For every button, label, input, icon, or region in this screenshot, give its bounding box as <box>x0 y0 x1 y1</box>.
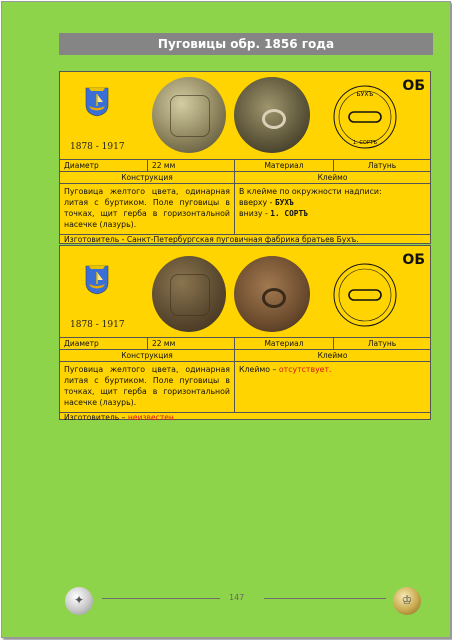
stamp-drawing-top-text: БУХЪ <box>356 91 374 98</box>
section-header-row <box>60 172 430 184</box>
page <box>1 1 451 638</box>
stamp-label: Клеймо – <box>239 365 279 374</box>
stamp-drawing-bottom-text: 1. СОРТЪ <box>352 140 378 146</box>
shield-relief <box>170 95 210 137</box>
years-label: 1878 - 1917 <box>70 142 125 152</box>
stamp-value: отсутствует. <box>278 365 332 374</box>
image-row <box>60 246 430 338</box>
diameter-label: Диаметр <box>60 338 148 349</box>
button-card <box>59 71 431 244</box>
diameter-label: Диаметр <box>60 160 148 171</box>
stamp-text <box>235 184 430 234</box>
page-number: 147 <box>229 593 245 602</box>
monogram-coin-icon: ♔ <box>393 587 421 615</box>
button-front-photo <box>152 77 226 153</box>
button-back-photo <box>234 256 310 332</box>
stamp-header: Клеймо <box>317 351 348 360</box>
button-front-photo <box>152 256 226 332</box>
eagle-coin-icon: ✦ <box>65 587 93 615</box>
specs-row <box>60 160 430 172</box>
specs-row <box>60 338 430 350</box>
shank-loop <box>262 109 286 129</box>
stamp-line-prefix: внизу - <box>239 209 271 218</box>
material-value: Латунь <box>367 161 397 170</box>
stamp-top-inscription: БУХЪ <box>274 198 294 207</box>
stamp-drawing-icon <box>332 262 398 328</box>
shank-loop <box>262 288 286 308</box>
maker-label: Изготовитель - <box>64 235 127 244</box>
material-value: Латунь <box>367 339 397 348</box>
maker-row <box>60 413 430 423</box>
stamp-header: Клеймо <box>317 173 348 182</box>
page-title: Пуговицы обр. 1856 года <box>59 33 433 55</box>
maker-row <box>60 235 430 245</box>
construction-text: Пуговица желтого цвета, одинарная литая с буртиком. Поле пуговицы в точках, щит герба в горизонтальной насечке (лазурь). <box>60 184 235 234</box>
description-row <box>60 184 430 235</box>
coat-of-arms-icon <box>85 265 109 295</box>
material-label: Материал <box>235 338 334 349</box>
button-card <box>59 245 431 420</box>
image-row <box>60 72 430 160</box>
maker-value: Санкт-Петербургская пуговичная фабрика братьев Бухъ. <box>126 235 359 244</box>
years-label: 1878 - 1917 <box>70 320 125 330</box>
stamp-line: В клейме по окружности надписи: <box>239 187 382 196</box>
stamp-bottom-inscription: 1. СОРТЪ <box>270 209 308 218</box>
stamp-drawing-icon <box>332 84 398 150</box>
type-mark: ОБ <box>402 78 425 94</box>
maker-value: неизвестен. <box>127 413 177 422</box>
footer-divider <box>102 598 220 599</box>
description-row <box>60 362 430 413</box>
diameter-value: 22 мм <box>148 160 235 171</box>
coat-of-arms-icon <box>85 87 109 117</box>
type-mark: ОБ <box>402 252 425 268</box>
stamp-line <box>239 208 426 219</box>
construction-header: Конструкция <box>60 350 235 361</box>
material-label: Материал <box>235 160 334 171</box>
construction-text: Пуговица желтого цвета, одинарная литая с буртиком. Поле пуговицы в точках, щит герба в горизонтальной насечке (лазурь). <box>60 362 235 412</box>
maker-label: Изготовитель – <box>64 413 128 422</box>
diameter-value: 22 мм <box>148 338 235 349</box>
footer-divider <box>264 598 386 599</box>
construction-header: Конструкция <box>60 172 235 183</box>
stamp-line-prefix: вверху - <box>239 198 275 207</box>
section-header-row <box>60 350 430 362</box>
stamp-text <box>235 362 430 412</box>
button-back-photo <box>234 77 310 153</box>
shield-relief <box>170 274 210 316</box>
stamp-line <box>239 197 426 208</box>
